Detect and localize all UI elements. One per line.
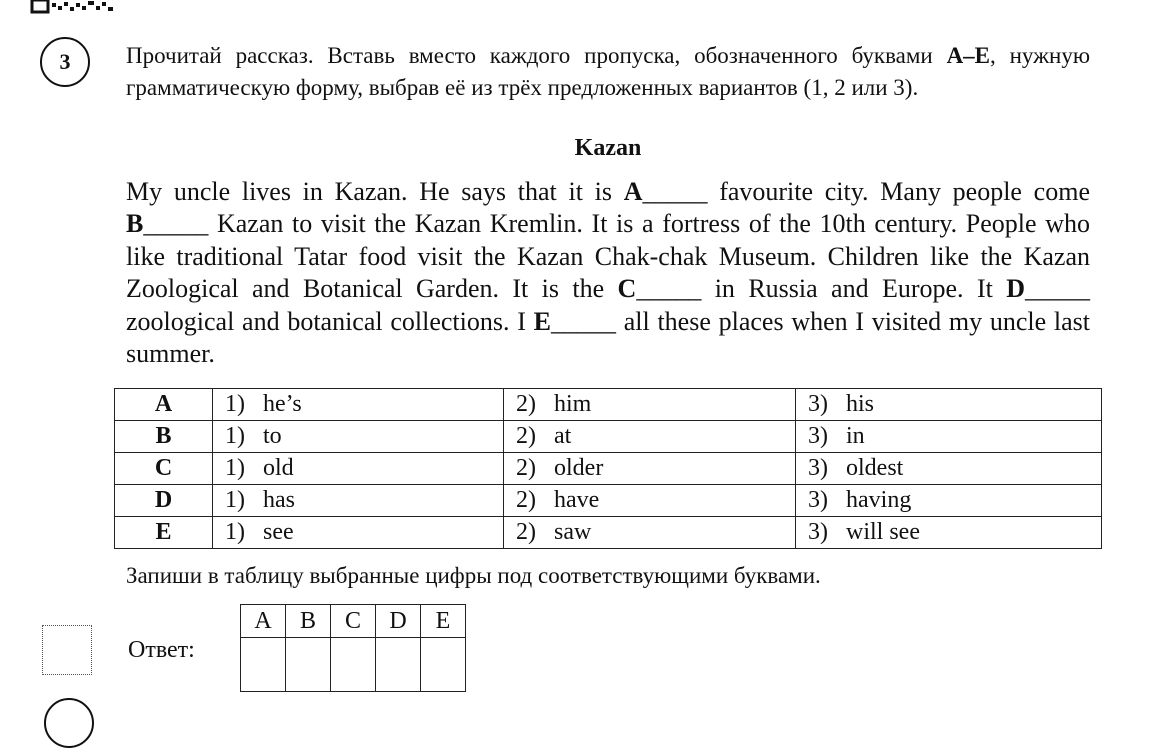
option-cell xyxy=(213,389,504,421)
gap-c-letter: C xyxy=(617,274,637,304)
options-table xyxy=(114,388,1102,549)
option-number: 1) xyxy=(225,519,245,545)
option-cell xyxy=(504,517,796,549)
option-number: 3) xyxy=(808,519,828,545)
option-cell xyxy=(504,485,796,517)
option-cell xyxy=(504,389,796,421)
option-text: old xyxy=(263,455,294,481)
option-cell xyxy=(504,453,796,485)
story-fragment: zoological and botanical collections. I xyxy=(126,306,534,336)
task-instruction xyxy=(126,40,1090,104)
option-cell xyxy=(213,421,504,453)
table-row xyxy=(115,389,1102,421)
option-text: oldest xyxy=(846,455,904,481)
gap-d-letter: D xyxy=(1006,274,1025,304)
story-text xyxy=(126,176,1090,370)
table-row xyxy=(115,517,1102,549)
option-number: 3) xyxy=(808,391,828,417)
option-letter: B xyxy=(115,421,213,453)
option-text: to xyxy=(263,423,282,449)
option-text: at xyxy=(554,423,572,449)
answer-label: Ответ: xyxy=(128,637,195,663)
answer-cell-c[interactable] xyxy=(331,638,376,692)
answer-header: A xyxy=(241,605,286,638)
option-cell xyxy=(504,421,796,453)
gap-a-blank: _____ xyxy=(642,177,708,206)
gap-c-blank: _____ xyxy=(636,274,702,304)
option-number: 1) xyxy=(225,391,245,417)
option-cell xyxy=(796,453,1102,485)
answer-input-row xyxy=(241,638,466,692)
option-number: 2) xyxy=(516,519,536,545)
instruction-text: Прочитай рассказ. Вставь вместо каждого пропуска, обозначенного буквами xyxy=(126,43,947,68)
option-text: saw xyxy=(554,519,592,545)
answer-cell-b[interactable] xyxy=(286,638,331,692)
table-row xyxy=(115,453,1102,485)
answer-cell-e[interactable] xyxy=(421,638,466,692)
option-text: will see xyxy=(846,519,920,545)
gap-e-letter: E xyxy=(533,306,551,336)
story-fragment: all these places when I visited my uncle last summer. xyxy=(126,306,1090,369)
option-text: having xyxy=(846,487,912,513)
answer-instruction: Запиши в таблицу выбранные цифры под соответствующими буквами. xyxy=(126,563,821,588)
answer-header: E xyxy=(421,605,466,638)
answer-header: C xyxy=(331,605,376,638)
qr-code-fragment xyxy=(30,0,116,14)
option-number: 3) xyxy=(808,455,828,481)
option-number: 1) xyxy=(225,487,245,513)
option-letter: E xyxy=(115,517,213,549)
next-task-circle-fragment xyxy=(44,698,94,748)
story-fragment: favourite city. Many people come xyxy=(707,177,1090,206)
score-box xyxy=(42,625,92,675)
gap-b-letter: B xyxy=(126,209,144,239)
option-number: 2) xyxy=(516,391,536,417)
option-number: 1) xyxy=(225,423,245,449)
option-text: have xyxy=(554,487,600,513)
table-row xyxy=(115,421,1102,453)
gap-d-blank: _____ xyxy=(1025,274,1090,304)
option-number: 2) xyxy=(516,423,536,449)
option-letter: D xyxy=(115,485,213,517)
story-fragment: My uncle lives in Kazan. He says that it is xyxy=(126,177,624,206)
answer-header: B xyxy=(286,605,331,638)
option-cell xyxy=(213,517,504,549)
option-number: 3) xyxy=(808,487,828,513)
answer-cell-d[interactable] xyxy=(376,638,421,692)
option-text: he’s xyxy=(263,391,302,417)
option-number: 1) xyxy=(225,455,245,481)
option-text: in xyxy=(846,423,865,449)
option-cell xyxy=(213,453,504,485)
option-cell xyxy=(796,485,1102,517)
option-text: him xyxy=(554,391,592,417)
gap-e-blank: _____ xyxy=(550,306,616,336)
instruction-text-end: , нужную грамматическую форму, выбрав её из трёх предложенных вариантов (1, 2 или 3). xyxy=(126,43,1090,100)
option-letter: C xyxy=(115,453,213,485)
option-text: his xyxy=(846,391,875,417)
task-number: 3 xyxy=(59,49,71,74)
story-fragment: Kazan to visit the Kazan Kremlin. It is a fortress of the 10th century. People who like traditional Tatar food visit the Kazan Chak-chak Museum. Children like the Kazan Zoological and Botanical Garden. It is the xyxy=(126,209,1090,304)
option-number: 2) xyxy=(516,487,536,513)
table-row xyxy=(115,485,1102,517)
option-text: see xyxy=(263,519,294,545)
option-cell xyxy=(796,517,1102,549)
gap-a-letter: A xyxy=(623,177,643,206)
option-cell xyxy=(796,389,1102,421)
option-number: 3) xyxy=(808,423,828,449)
answer-header: D xyxy=(376,605,421,638)
option-letter: A xyxy=(115,389,213,421)
option-number: 2) xyxy=(516,455,536,481)
option-cell xyxy=(213,485,504,517)
task-number-badge xyxy=(40,37,90,87)
story-fragment: in Russia and Europe. It xyxy=(701,274,1007,304)
option-text: has xyxy=(263,487,295,513)
story-title: Kazan xyxy=(574,135,642,161)
answer-header-row xyxy=(241,605,466,638)
instruction-letters: A–E xyxy=(946,43,991,68)
option-text: older xyxy=(554,455,604,481)
answer-table xyxy=(240,604,466,692)
gap-b-blank: _____ xyxy=(143,209,209,239)
answer-cell-a[interactable] xyxy=(241,638,286,692)
option-cell xyxy=(796,421,1102,453)
